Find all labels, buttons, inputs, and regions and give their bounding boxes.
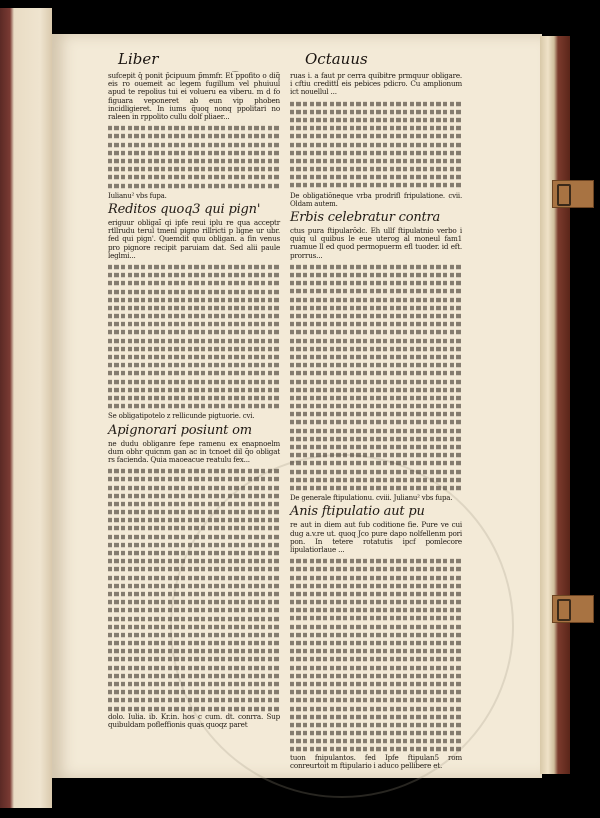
rubric: De generale ftipulationu. cviii. Julianu² vbs fupa. xyxy=(290,494,453,503)
buckle-icon xyxy=(557,184,571,206)
clasp-strap-top xyxy=(552,180,594,208)
paragraph: sufcepit q̄ ponit p̄cipuum p̃mmfr. Et ͡ppofito o diq̃ eis ro ouemeit ac legem fugillum vel phuiuul apud te repolius tui ei volueru ea viberu. m d fo figuara veponeret ab eun vip phoben incidligieret. In iums q̃uoq nonq ppolitari no raleen in rppolito cullu dolf pliaer... xyxy=(108,71,280,122)
paragraph: tuon fnipulantos. fed Ipfe ftipulan5 rom conreurtoit m ftipulario i aduco pellibere et. xyxy=(290,752,462,770)
paragraph: re aut in diem aut fub coditione fie. Pure ve cui dug a.v.re ut. quoq Jco pure dapo nolfellenm pori pon. In tetere rotatutis ipcf pomlecore lipulatiorlaue ... xyxy=(290,520,462,554)
rubric: De obligatiōneque vrba prodrifl fripulatione. cvii. Oldam autem. xyxy=(290,191,462,208)
running-head-right: Octauus xyxy=(305,50,368,68)
paragraph: eriguur obligai̇̃ qi ipfe reui iplu re qua acceptr rtllrudu terul tmenl pigno rillricti p ligne ur ubr. fed qui pign'. Quemdit quu obligan. a fin venus pro pignore recipit paruiam dat. Sed alii paule leglmi... xyxy=(108,217,280,260)
rubric: Iulianu² vbs fupa. xyxy=(108,191,167,200)
rubric: Se obligatipotelo z rellicunde pigtuorie. cvi. xyxy=(108,412,255,421)
book-left-edge xyxy=(0,8,52,808)
paragraph: ne dudu obliganre fepe ramenu ex enapnoelm dum obhr quicnm gan ac in tcnoet dil q̃o obligat rs facienda. Quia maoeacue reatulu fex... xyxy=(108,438,280,464)
book-right-edge xyxy=(540,36,570,774)
text-column-right xyxy=(290,72,462,772)
buckle-icon xyxy=(557,599,571,621)
section-title: Erbis celebratur contra xyxy=(290,210,441,226)
text-column-left xyxy=(108,71,280,729)
section-title: Reditos quoq3 qui pign' xyxy=(108,201,261,217)
section-title: Apignorari posiunt om xyxy=(108,422,252,438)
section-title: Anis ftipulatio aut pu xyxy=(290,504,425,520)
paragraph: ruas i. a faut pr cerra quibitre prmquur obligare. i cftiu credittl eis pebices pdicro. Cu amplionum ict nouellul ... xyxy=(290,71,462,97)
clasp-strap-bottom xyxy=(552,595,594,623)
paragraph: ctus pura ftipularōdc. Eh ullf ftipulatnio verbo i quiq ul quibus le eue uterog al moneul fam1 ruamue ll ed quod permopuerm efl tuoder. id eft. prorrus... xyxy=(290,226,462,260)
running-head-left: Liber xyxy=(118,50,159,68)
paragraph: dolo. Iulia. ib. Kr.in. hos c cum. dt. conrra. Sup quibuldam pofleffionis quas quoqz paret xyxy=(108,711,280,729)
